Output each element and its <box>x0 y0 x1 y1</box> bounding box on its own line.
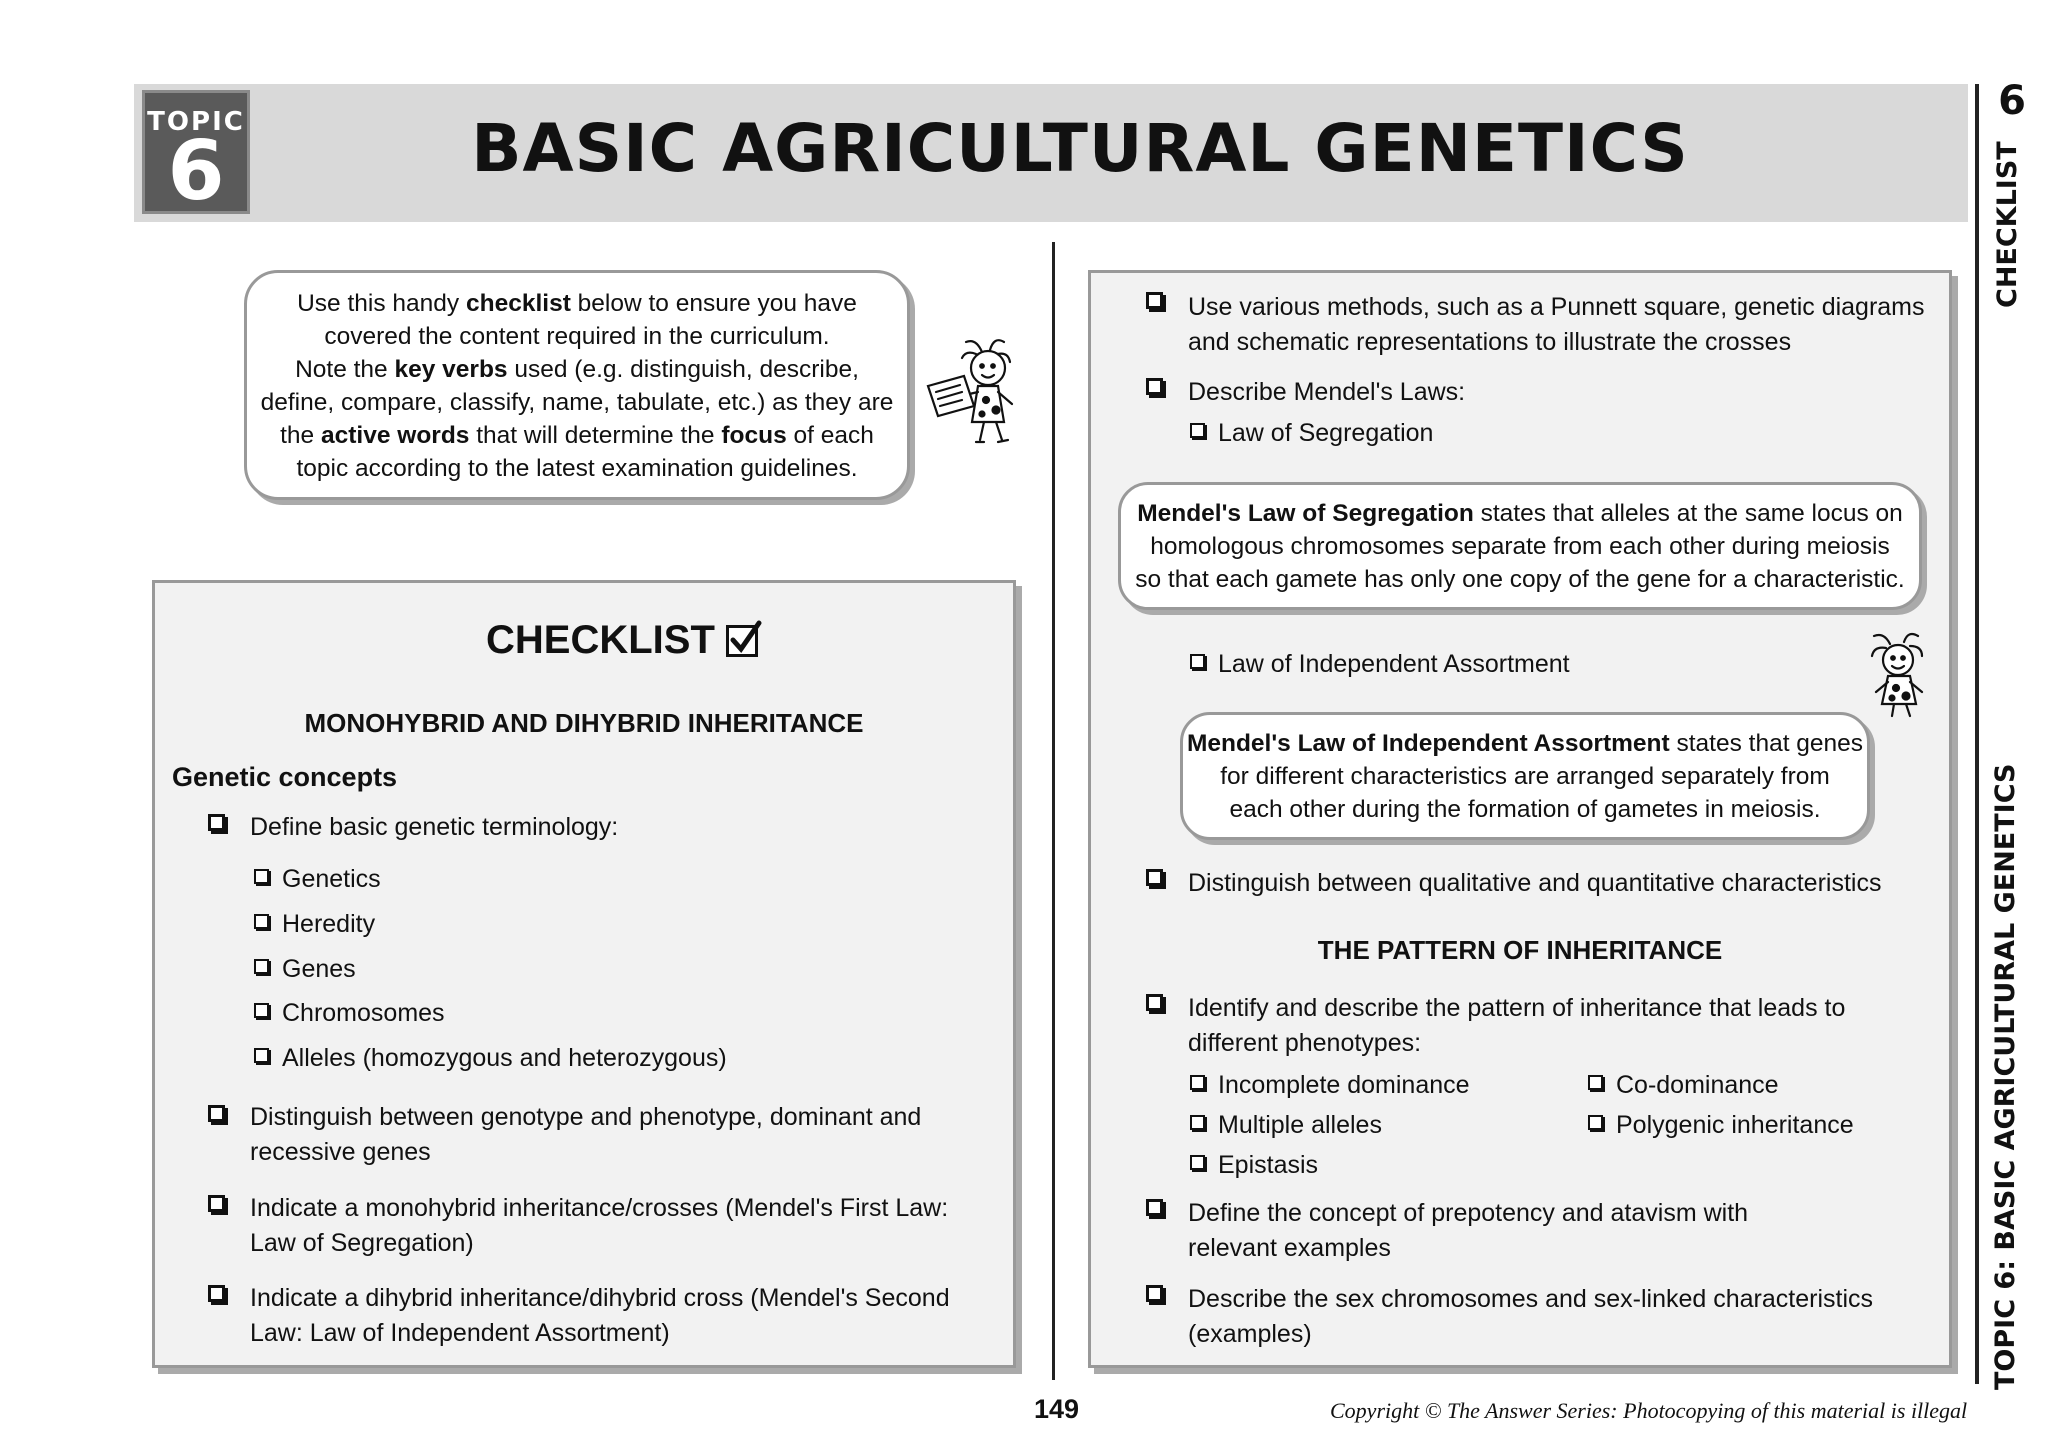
item-mendels-laws: Describe Mendel's Laws: <box>1188 378 1466 406</box>
item-sex-chromosomes-line2: (examples) <box>1188 1320 1312 1348</box>
intro-line <box>259 287 895 320</box>
checkbox[interactable] <box>1190 1115 1205 1130</box>
item-methods-line2: and schematic representations to illustrate the crosses <box>1188 328 1792 356</box>
section-heading-monohybrid: MONOHYBRID AND DIHYBRID INHERITANCE <box>304 708 864 738</box>
intro-line: topic according to the latest examination guidelines. <box>296 455 858 482</box>
bubble-text: states that genes <box>1669 730 1864 757</box>
bubble-line: so that each gamete has only one copy of the gene for a characteristic. <box>1135 566 1905 593</box>
intro-line <box>259 353 895 386</box>
item-dihybrid-line2: Law: Law of Independent Assortment) <box>250 1319 670 1347</box>
checkbox[interactable] <box>1190 654 1205 669</box>
item-define-terminology: Define basic genetic terminology: <box>250 813 619 841</box>
cartoon-girl-icon <box>1860 630 1940 722</box>
item-prepotency-line2: relevant examples <box>1188 1234 1391 1262</box>
pattern-item: Epistasis <box>1218 1151 1319 1179</box>
independent-assortment-definition-bubble <box>1180 712 1870 840</box>
pattern-item: Co-dominance <box>1616 1071 1779 1099</box>
item-pattern-line2: different phenotypes: <box>1188 1029 1422 1057</box>
intro-emphasis: key verbs <box>394 356 508 383</box>
bubble-emphasis: Mendel's Law of Independent Assortment <box>1186 730 1670 757</box>
intro-text: of each <box>786 422 874 449</box>
intro-text: Note the <box>295 356 395 383</box>
checkbox[interactable] <box>254 869 269 884</box>
checkbox[interactable] <box>1146 1199 1163 1216</box>
checkbox[interactable] <box>1588 1075 1603 1090</box>
law-independent-assortment: Law of Independent Assortment <box>1218 650 1570 678</box>
section-heading-pattern-of-inheritance: THE PATTERN OF INHERITANCE <box>1317 935 1723 965</box>
pattern-item: Multiple alleles <box>1218 1111 1382 1139</box>
term-item: Genes <box>282 955 356 983</box>
page-number: 149 <box>1034 1394 1080 1424</box>
term-item: Heredity <box>282 910 376 938</box>
side-tab-topic-label: TOPIC 6: BASIC AGRICULTURAL GENETICS <box>1990 763 2021 1390</box>
checklist-title: CHECKLIST <box>486 618 715 662</box>
item-prepotency-line1: Define the concept of prepotency and atavism with <box>1188 1199 1749 1227</box>
intro-text: Use this handy <box>297 290 466 317</box>
term-item: Genetics <box>282 865 381 893</box>
checked-box-icon <box>726 625 758 657</box>
checkbox[interactable] <box>254 1048 269 1063</box>
bubble-line: homologous chromosomes separate from each other during meiosis <box>1150 533 1890 560</box>
checkbox[interactable] <box>208 1105 225 1122</box>
checkbox[interactable] <box>1146 869 1163 886</box>
bubble-line: each other during the formation of gametes in meiosis. <box>1229 796 1821 823</box>
checkbox[interactable] <box>208 1285 225 1302</box>
item-sex-chromosomes-line1: Describe the sex chromosomes and sex-linked characteristics <box>1188 1285 1873 1313</box>
intro-emphasis: active words <box>320 422 470 449</box>
checkbox[interactable] <box>254 1003 269 1018</box>
topic-badge <box>142 90 250 219</box>
checkbox[interactable] <box>1146 292 1163 309</box>
item-monohybrid-line1: Indicate a monohybrid inheritance/crosses (Mendel's First Law: <box>250 1194 949 1222</box>
bubble-text: states that alleles at the same locus on <box>1473 500 1903 527</box>
law-segregation: Law of Segregation <box>1218 419 1434 447</box>
side-tab-number: 6 <box>1998 78 2026 124</box>
page-title: BASIC AGRICULTURAL GENETICS <box>471 110 1689 187</box>
checkbox[interactable] <box>254 914 269 929</box>
checkbox[interactable] <box>1146 1285 1163 1302</box>
intro-line <box>259 419 895 452</box>
bubble-line: for different characteristics are arranged separately from <box>1220 763 1830 790</box>
topic-word: TOPIC <box>147 107 245 137</box>
intro-line: covered the content required in the curriculum. <box>324 323 830 350</box>
checkbox[interactable] <box>1190 1075 1205 1090</box>
intro-emphasis: focus <box>721 422 787 449</box>
intro-emphasis: checklist <box>465 290 571 317</box>
bubble-line <box>1121 497 1919 530</box>
checkbox[interactable] <box>1146 994 1163 1011</box>
term-item: Alleles (homozygous and heterozygous) <box>282 1044 727 1072</box>
item-dihybrid-line1: Indicate a dihybrid inheritance/dihybrid cross (Mendel's Second <box>250 1284 950 1312</box>
intro-text: that will determine the <box>469 422 722 449</box>
bubble-emphasis: Mendel's Law of Segregation <box>1137 500 1474 527</box>
cartoon-girl-clipboard-icon <box>924 334 1042 454</box>
item-monohybrid-line2: Law of Segregation) <box>250 1229 474 1257</box>
intro-bubble <box>244 270 910 500</box>
checkbox[interactable] <box>208 814 225 831</box>
checkbox[interactable] <box>1588 1115 1603 1130</box>
subheading-genetic-concepts: Genetic concepts <box>172 762 398 792</box>
side-rule <box>1975 84 1979 1384</box>
pattern-item: Polygenic inheritance <box>1616 1111 1854 1139</box>
pattern-item: Incomplete dominance <box>1218 1071 1470 1099</box>
bubble-line <box>1183 727 1867 760</box>
term-item: Chromosomes <box>282 999 445 1027</box>
side-tab-section: CHECKLIST <box>1992 141 2023 308</box>
copyright-notice: Copyright © The Answer Series: Photocopying of this material is illegal <box>1330 1398 1968 1423</box>
item-methods-line1: Use various methods, such as a Punnett square, genetic diagrams <box>1188 293 1925 321</box>
checkbox[interactable] <box>254 959 269 974</box>
intro-text: the <box>280 422 321 449</box>
checkbox[interactable] <box>208 1195 225 1212</box>
segregation-definition-bubble <box>1118 482 1922 610</box>
column-divider <box>1052 242 1055 1380</box>
item-qualitative-quantitative: Distinguish between qualitative and quantitative characteristics <box>1188 869 1882 897</box>
intro-text: used (e.g. distinguish, describe, <box>507 356 859 383</box>
checkbox[interactable] <box>1190 423 1205 438</box>
item-genotype-line2: recessive genes <box>250 1138 431 1166</box>
checkbox[interactable] <box>1190 1155 1205 1170</box>
topic-number: 6 <box>167 124 225 219</box>
intro-text: below to ensure you have <box>570 290 857 317</box>
item-genotype-line1: Distinguish between genotype and phenotype, dominant and <box>250 1103 922 1131</box>
item-pattern-line1: Identify and describe the pattern of inheritance that leads to <box>1188 994 1846 1022</box>
checkbox[interactable] <box>1146 378 1163 395</box>
intro-line: define, compare, classify, name, tabulate, etc.) as they are <box>260 389 894 416</box>
